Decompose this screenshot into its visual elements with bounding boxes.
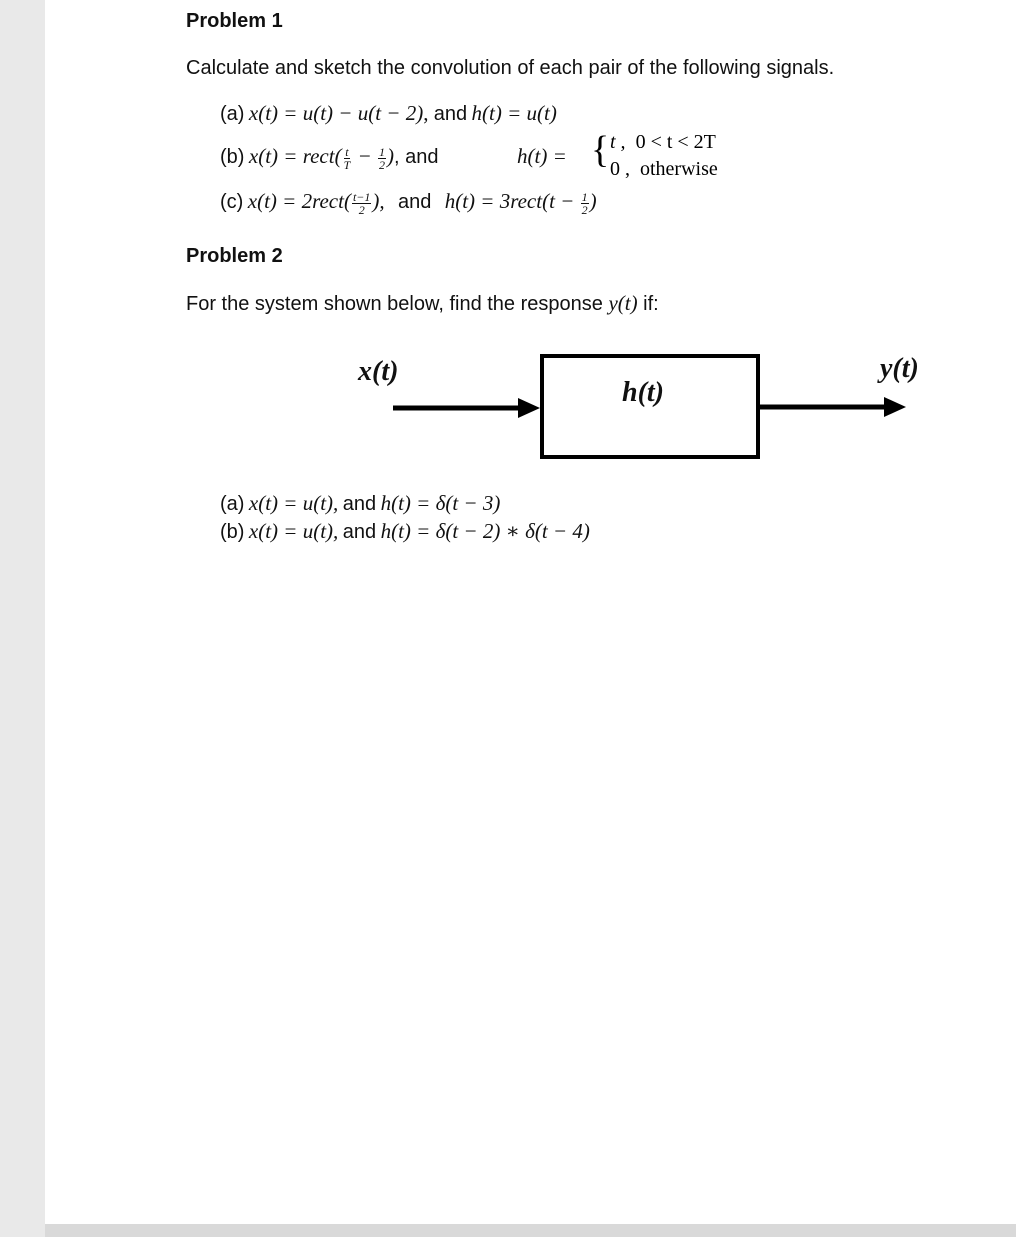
part-tag: (c) <box>220 191 244 213</box>
signal-h-piecewise: h(t) = <box>517 144 567 168</box>
part-tag: (a) <box>220 493 245 515</box>
signal-x: x(t) = u(t), <box>248 519 339 543</box>
numerator: t−1 <box>352 189 371 204</box>
problem2-part-a <box>220 491 500 516</box>
denominator: 2 <box>581 202 588 217</box>
denominator: 2 <box>358 202 365 217</box>
denominator: T <box>343 157 351 172</box>
numerator: t <box>345 144 349 159</box>
output-label: y(t) <box>880 353 919 384</box>
block-label: h(t) <box>622 377 664 408</box>
signal-x: x(t) = u(t), <box>248 491 339 515</box>
cases-brace: { <box>591 129 610 171</box>
instructions-suffix: if: <box>637 293 659 315</box>
minus: − <box>352 144 377 168</box>
part-tag: (b) <box>220 521 245 543</box>
x-close: ), <box>372 189 385 213</box>
input-label: x(t) <box>358 356 399 387</box>
x-close: ) <box>386 144 394 168</box>
and-word: and <box>398 191 432 213</box>
case-value: 0 , <box>610 158 630 180</box>
signal-h: h(t) = δ(t − 2) ∗ δ(t − 4) <box>380 519 590 543</box>
problem2-heading: Problem 2 <box>186 245 283 267</box>
case-condition: 0 < t < 2T <box>635 131 716 153</box>
denominator: 2 <box>378 157 385 172</box>
instructions-variable: y(t) <box>608 291 638 315</box>
h-close: ) <box>589 189 597 213</box>
separator: , <box>423 101 434 125</box>
problem1-heading: Problem 1 <box>186 10 283 32</box>
input-arrow-head <box>518 398 540 418</box>
numerator: 1 <box>581 189 588 204</box>
numerator: 1 <box>378 144 385 159</box>
signal-x: x(t) = u(t) − u(t − 2) <box>248 101 424 125</box>
problem1-instructions: Calculate and sketch the convolution of each pair of the following signals. <box>186 57 835 79</box>
and-word: , and <box>393 146 439 168</box>
output-arrow-head <box>884 397 906 417</box>
signal-h: h(t) = u(t) <box>471 101 557 125</box>
and-word: and <box>342 521 377 543</box>
case-condition: otherwise <box>640 158 718 180</box>
instructions-prefix: For the system shown below, find the response <box>186 293 609 315</box>
problem2-part-b <box>220 519 590 544</box>
part-tag: (a) <box>220 103 245 125</box>
h-prefix: h(t) = 3rect(t − <box>444 189 575 213</box>
signal-h: h(t) = δ(t − 3) <box>380 491 501 515</box>
and-word: and <box>342 493 377 515</box>
and-word: and <box>433 103 468 125</box>
x-prefix: x(t) = 2rect( <box>247 189 351 213</box>
part-tag: (b) <box>220 146 245 168</box>
x-prefix: x(t) = rect( <box>248 144 342 168</box>
case-value: t , <box>610 131 626 153</box>
